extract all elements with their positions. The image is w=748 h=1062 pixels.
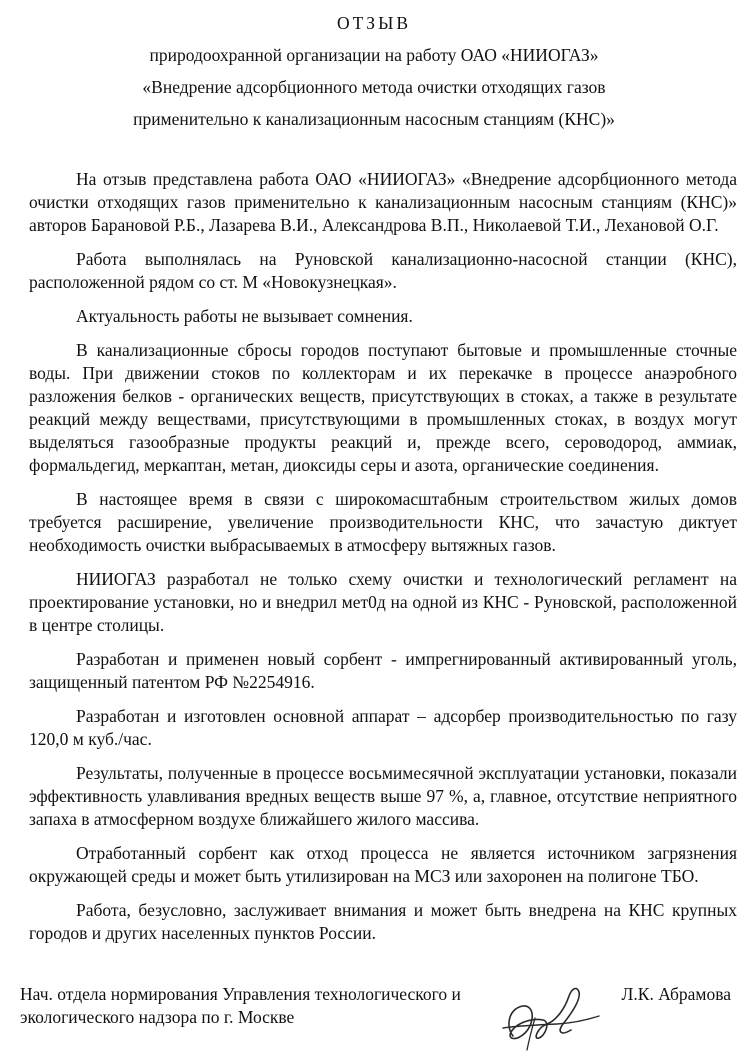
paragraph-11: Работа, безусловно, заслуживает внимания и может быть внедрена на КНС крупных городов и других населенных пунктов России. xyxy=(29,900,737,943)
paragraph-8: Разработан и изготовлен основной аппарат – адсорбер производительностью по газу 120,0 м куб./час. xyxy=(29,706,737,749)
signatory-position-line-2: экологического надзора по г. Москве xyxy=(20,1007,295,1027)
paragraph-5: В настоящее время в связи с широкомасштабным строительством жилых домов требуется расширение, увеличение производительности КНС, что зачастую диктует необходимость очистки выбрасываемых в атмосферу вытяжных газов. xyxy=(29,489,737,555)
signatory-name: Л.К. Абрамова xyxy=(621,984,731,1004)
signatory-position xyxy=(20,983,461,1029)
signatory-position-line-1: Нач. отдела нормирования Управления технологического и xyxy=(20,984,461,1004)
paragraph-9: Результаты, полученные в процессе восьмимесячной эксплуатации установки, показали эффективность улавливания вредных веществ выше 97 %, а, главное, отсутствие неприятного запаха в атмосферном воздухе ближайшего жилого массива. xyxy=(29,763,737,829)
subtitle-line-3: применительно к канализационным насосным станциям (КНС)» xyxy=(133,109,615,129)
paragraph-10: Отработанный сорбент как отход процесса не является источником загрязнения окружающей среды и может быть утилизирован на МСЗ или захоронен на полигоне ТБО. xyxy=(29,843,737,886)
paragraph-7: Разработан и применен новый сорбент - импрегнированный активированный уголь, защищенный патентом РФ №2254916. xyxy=(29,649,737,692)
paragraph-2: Работа выполнялась на Руновской канализационно-насосной станции (КНС), расположенной рядом со ст. М «Новокузнецкая». xyxy=(29,249,737,292)
paragraph-4: В канализационные сбросы городов поступают бытовые и промышленные сточные воды. При движении стоков по коллекторам и их перекачке в процессе анаэробного разложения белков - органических веществ, присутствующих в стоках, а также в результате реакций между веществами, присутствующими в промышленных стоках, в воздух могут выделяться газообразные продукты реакций и, прежде всего, сероводород, аммиак, формальдегид, меркаптан, метан, диоксиды серы и азота, органические соединения. xyxy=(29,340,737,475)
document-title: ОТЗЫВ xyxy=(336,13,412,33)
subtitle-line-2: «Внедрение адсорбционного метода очистки отходящих газов xyxy=(142,77,606,97)
subtitle-line-1: природоохранной организации на работу ОАО «НИИОГАЗ» xyxy=(149,45,599,65)
paragraph-6: НИИОГАЗ разработал не только схему очистки и технологический регламент на проектирование установки, но и внедрил мет0д на одной из КНС - Руновской, расположенной в центре столицы. xyxy=(29,569,737,635)
paragraph-3: Актуальность работы не вызывает сомнения. xyxy=(76,306,413,326)
review-body xyxy=(29,168,737,956)
handwritten-signature-icon xyxy=(495,978,605,1058)
paragraph-1: На отзыв представлена работа ОАО «НИИОГАЗ» «Внедрение адсорбционного метода очистки отходящих газов применительно к канализационным насосным станциям (КНС)» авторов Барановой Р.Б., Лазарева В.И., Александрова В.П., Николаевой Т.И., Лехановой О.Г. xyxy=(29,169,737,235)
